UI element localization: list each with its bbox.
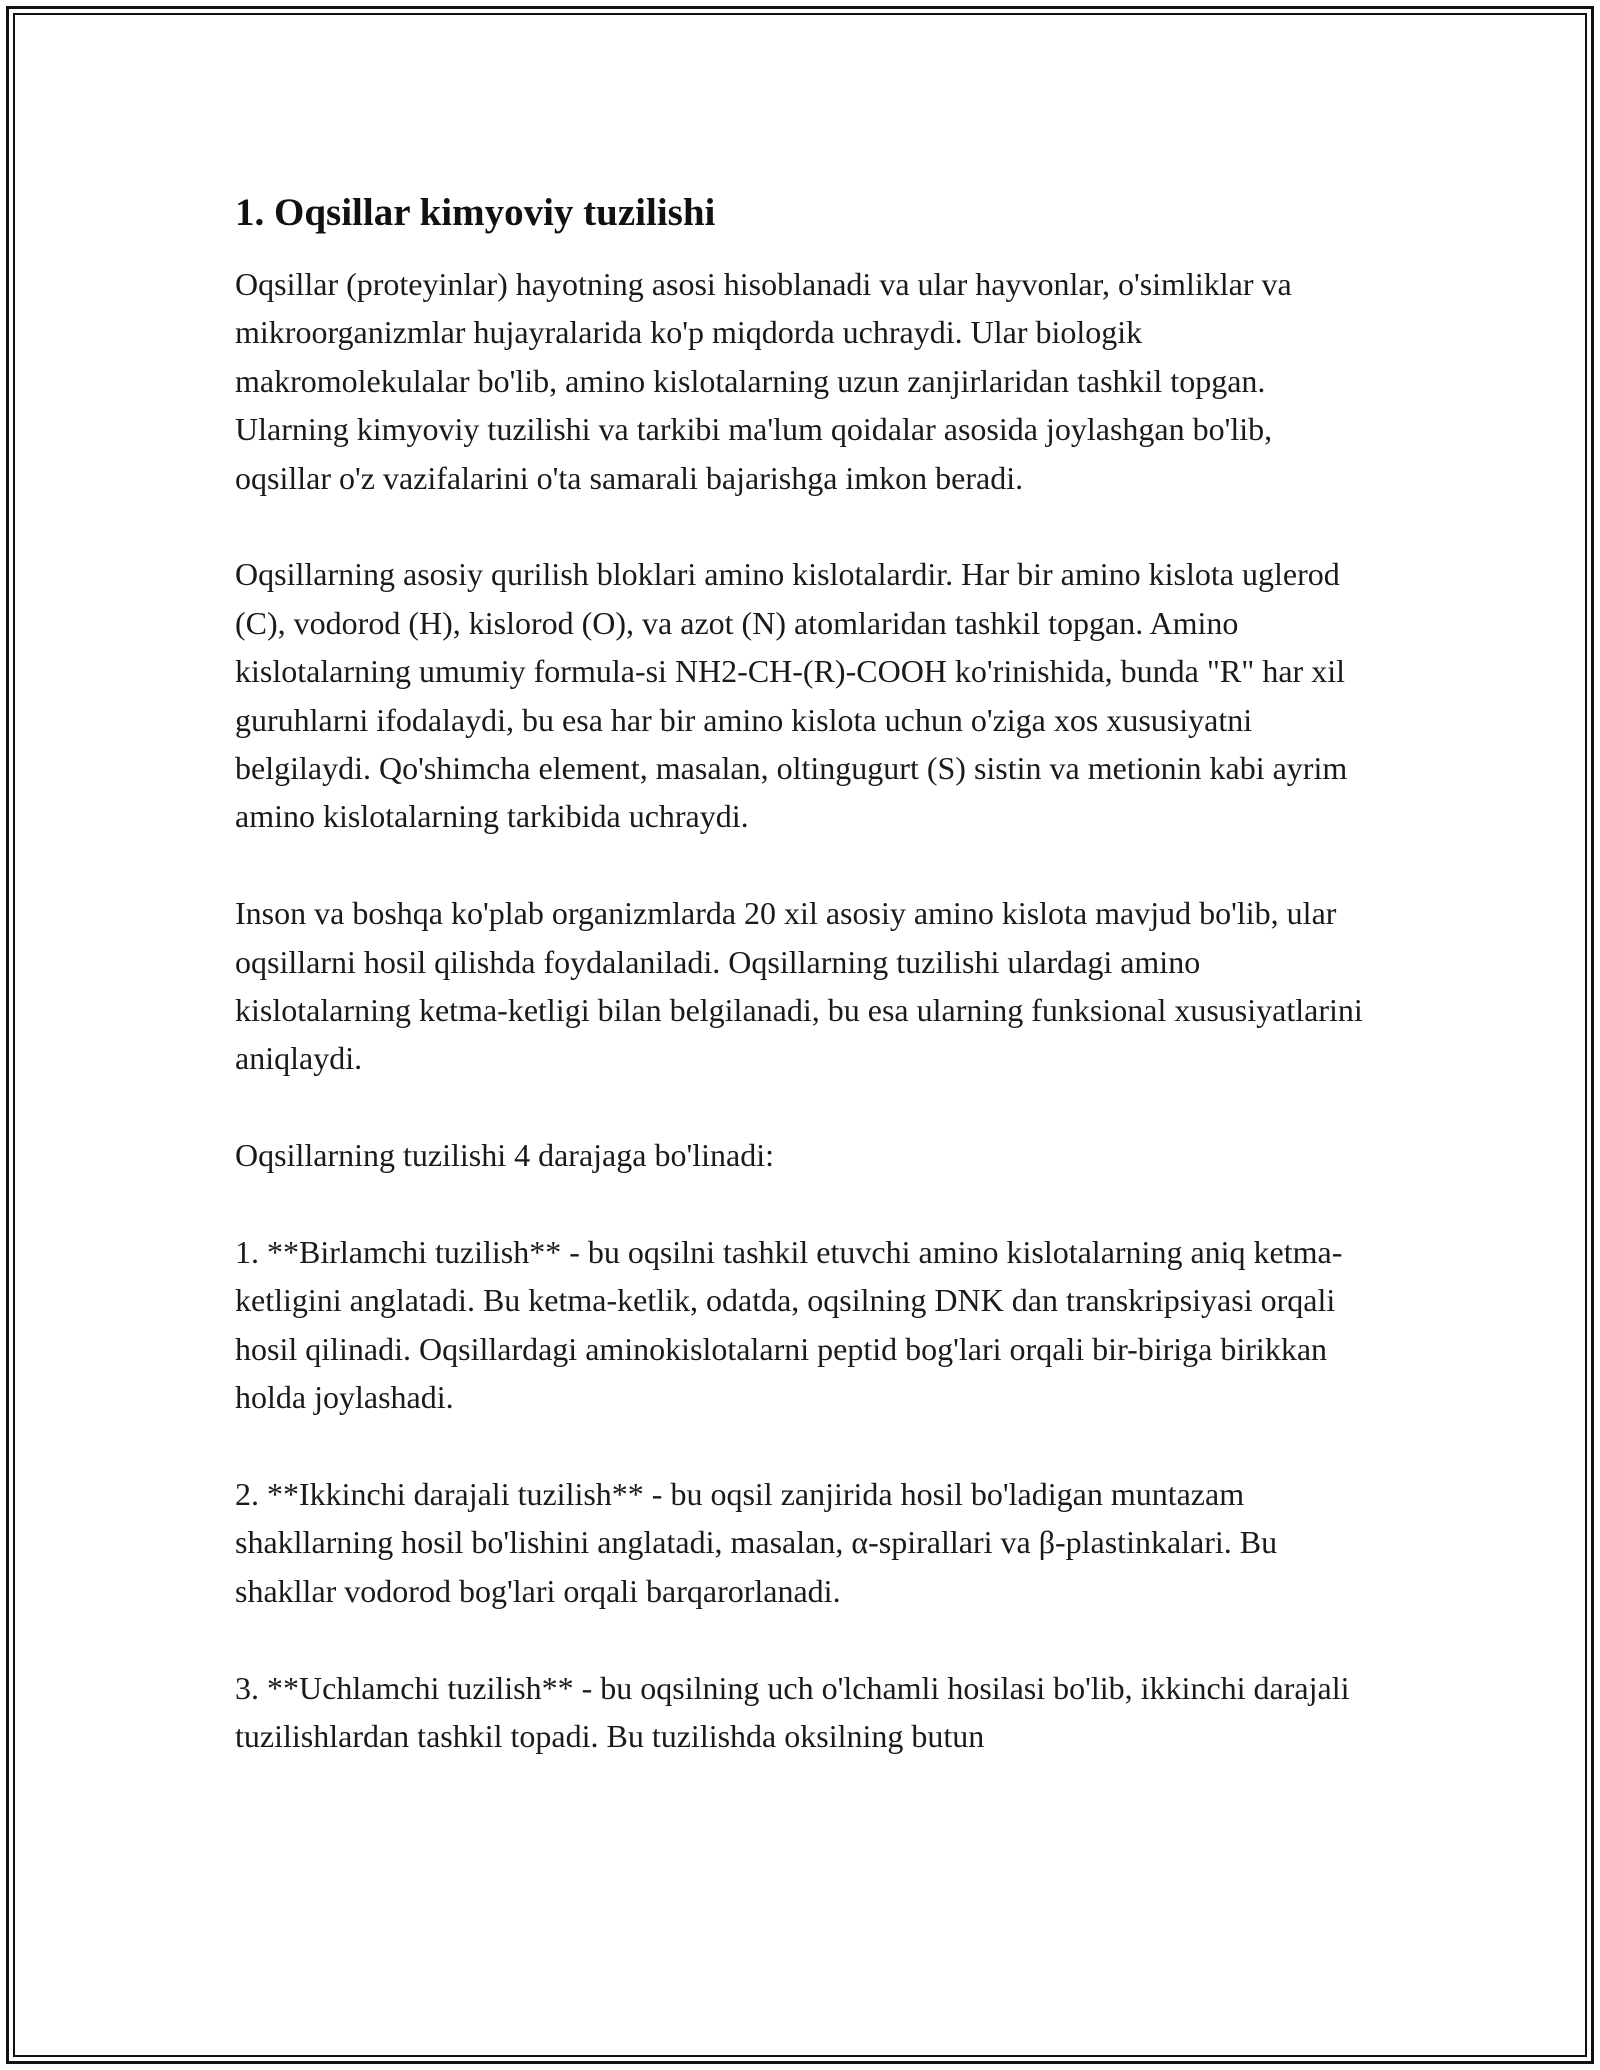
document-body	[235, 188, 1365, 1809]
list-item-tertiary-structure: 3. **Uchlamchi tuzilish** - bu oqsilning uch o'lchamli hosilasi bo'lib, ikkinchi darajali tuzilishlardan tashkil topadi. Bu tuzilishda oksilning butun	[235, 1669, 1350, 1755]
paragraph-twenty-amino-acids: Inson va boshqa ko'plab organizmlarda 20 xil asosiy amino kislota mavjud bo'lib, ular oqsillarni hosil qilishda foydalaniladi. Oqsillarning tuzilishi ulardagi amino kislotalarning ketma-ketligi bilan belgilanadi, bu esa ularning funksional xususiyatlarini aniqlaydi.	[235, 895, 1363, 1077]
paragraph-structure-levels: Oqsillarning tuzilishi 4 darajaga bo'linadi:	[235, 1137, 774, 1174]
list-item-primary-structure: 1. **Birlamchi tuzilish** - bu oqsilni tashkil etuvchi amino kislotalarning aniq ketma-ketligini anglatadi. Bu ketma-ketlik, odatda, oqsilning DNK dan transkripsiyasi orqali hosil qilinadi. Oqsillardagi aminokislotalarni peptid bog'lari orqali bir-biriga birikkan holda joylashadi.	[235, 1234, 1343, 1416]
section-title: 1. Oqsillar kimyoviy tuzilishi	[235, 191, 716, 234]
list-item-secondary-structure: 2. **Ikkinchi darajali tuzilish** - bu oqsil zanjirida hosil bo'ladigan muntazam shakllarning hosil bo'lishini anglatadi, masalan, α-spirallari va β-plastinkalari. Bu shakllar vodorod bog'lari orqali barqarorlanadi.	[235, 1476, 1278, 1609]
paragraph-amino-acids: Oqsillarning asosiy qurilish bloklari amino kislotalardir. Har bir amino kislota uglerod (C), vodorod (H), kislorod (O), va azot (N) atomlaridan tashkil topgan. Amino kislotalarning umumiy formula-si NH2-CH-(R)-COOH ko'rinishida, bunda "R" har xil guruhlarni ifodalaydi, bu esa har bir amino kislota uchun o'ziga xos xususiyatni belgilaydi. Qo'shimcha element, masalan, oltingugurt (S) sistin va metionin kabi ayrim amino kislotalarning tarkibida uchraydi.	[235, 556, 1348, 835]
paragraph-intro: Oqsillar (proteyinlar) hayotning asosi hisoblanadi va ular hayvonlar, o'simliklar va mikroorganizmlar hujayralarida ko'p miqdorda uchraydi. Ular biologik makromolekulalar bo'lib, amino kislotalarning uzun zanjirlaridan tashkil topgan. Ularning kimyoviy tuzilishi va tarkibi ma'lum qoidalar asosida joylashgan bo'lib, oqsillar o'z vazifalarini o'ta samarali bajarishga imkon beradi.	[235, 266, 1292, 496]
